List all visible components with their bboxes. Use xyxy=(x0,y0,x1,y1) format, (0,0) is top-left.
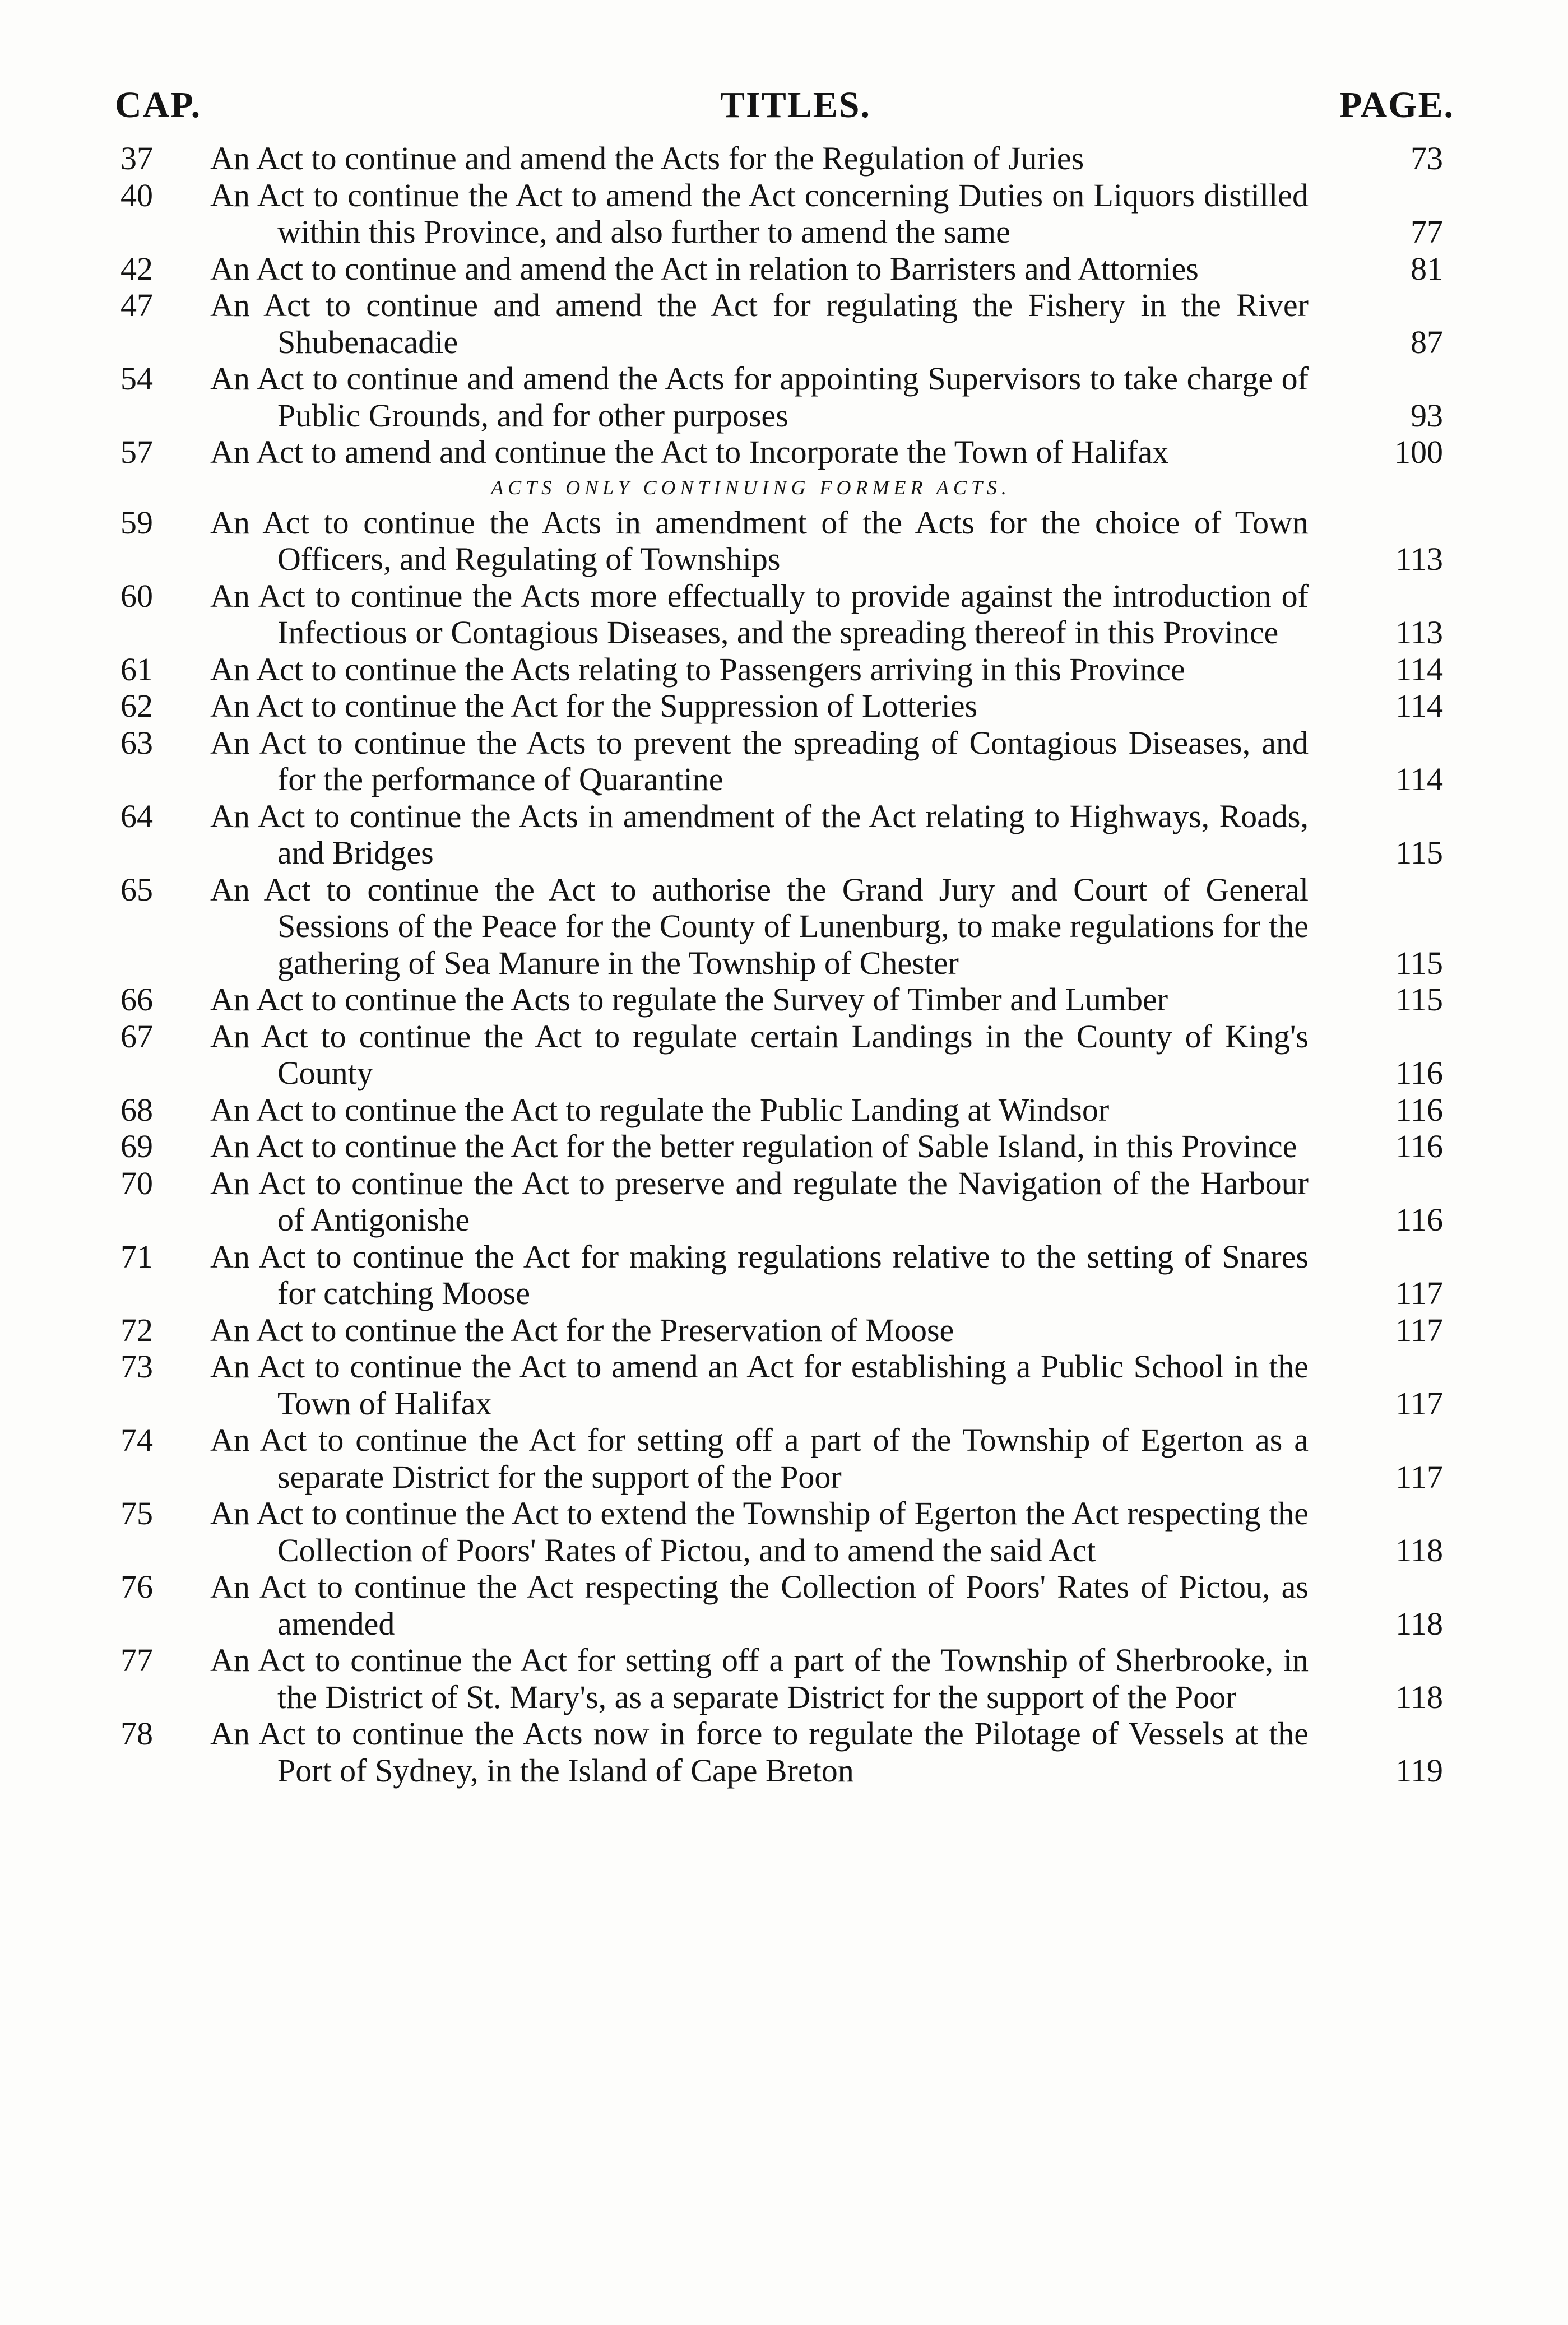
chapter-number: 77 xyxy=(120,1642,153,1678)
act-entry xyxy=(115,1642,1454,1715)
page-number: 116 xyxy=(1395,1055,1443,1091)
act-title: An Act to amend and continue the Act to Incorporate the Town of Halifax xyxy=(210,434,1169,470)
page-number: 73 xyxy=(1411,140,1443,177)
page-number: 118 xyxy=(1395,1605,1443,1642)
page-number: 116 xyxy=(1395,1128,1443,1164)
act-title: An Act to continue the Act for making regulations relative to the setting of Snares for catching Moose xyxy=(210,1238,1309,1311)
cap-column-heading: CAP. xyxy=(115,85,202,126)
chapter-number: 65 xyxy=(120,871,153,908)
chapter-number: 60 xyxy=(120,577,153,614)
act-entry xyxy=(115,1092,1454,1129)
act-title: An Act to continue the Acts in amendment of the Act relating to Highways, Roads, and Bridges xyxy=(210,797,1309,871)
chapter-number: 75 xyxy=(120,1495,153,1532)
act-entry xyxy=(115,871,1454,982)
chapter-number: 47 xyxy=(120,287,153,323)
act-title: An Act to continue the Act to authorise the Grand Jury and Court of General Sessions of the Peace for the County of Lunenburg, to make regulations for the gathering of Sea Manure in the Township of Chester xyxy=(210,871,1309,981)
act-title: An Act to continue the Act to amend the Act concerning Duties on Liquors distilled within this Province, and also further to amend the same xyxy=(210,177,1309,250)
act-entry xyxy=(115,1312,1454,1349)
page-number: 87 xyxy=(1411,323,1443,360)
chapter-number: 37 xyxy=(120,140,153,177)
act-entry xyxy=(115,1422,1454,1495)
act-entry xyxy=(115,1018,1454,1092)
page-number: 114 xyxy=(1395,761,1443,797)
page-number: 100 xyxy=(1394,434,1443,470)
chapter-number: 63 xyxy=(120,724,153,761)
chapter-number: 69 xyxy=(120,1128,153,1164)
chapter-number: 64 xyxy=(120,797,153,834)
act-title: An Act to continue and amend the Act for regulating the Fishery in the River Shubenacadie xyxy=(210,287,1309,360)
chapter-number: 57 xyxy=(120,434,153,470)
act-title: An Act to continue and amend the Acts for the Regulation of Juries xyxy=(210,140,1084,177)
act-title: An Act to continue the Act to preserve and regulate the Navigation of the Harbour of Antigonishe xyxy=(210,1164,1309,1238)
act-entry xyxy=(115,1568,1454,1642)
page-number: 118 xyxy=(1395,1678,1443,1715)
page-number: 113 xyxy=(1395,541,1443,577)
chapter-number: 40 xyxy=(120,177,153,214)
contents-page xyxy=(115,84,1454,1789)
act-entry xyxy=(115,1238,1454,1312)
page-number: 93 xyxy=(1411,397,1443,434)
act-entry xyxy=(115,1715,1454,1789)
act-title: An Act to continue the Acts in amendment of the Acts for the choice of Town Officers, and Regulating of Townships xyxy=(210,504,1309,577)
act-entry xyxy=(115,725,1454,798)
page-number: 113 xyxy=(1395,614,1443,651)
titles-column-heading: TITLES. xyxy=(720,85,871,126)
act-title: An Act to continue the Act for the Preservation of Moose xyxy=(210,1311,954,1348)
act-entry xyxy=(115,578,1454,651)
chapter-number: 66 xyxy=(120,981,153,1018)
page-number: 114 xyxy=(1395,651,1443,688)
act-title: An Act to continue the Acts more effectually to provide against the introduction of Infectious or Contagious Diseases, and the spreading thereof in this Province xyxy=(210,577,1309,651)
chapter-number: 68 xyxy=(120,1091,153,1128)
act-title: An Act to continue the Act to extend the Township of Egerton the Act respecting the Collection of Poors' Rates of Pictou, and to amend the said Act xyxy=(210,1495,1309,1568)
act-title: An Act to continue the Act for setting off a part of the Township of Sherbrooke, in the District of St. Mary's, as a separate District for the support of the Poor xyxy=(210,1642,1309,1715)
page-number: 117 xyxy=(1395,1311,1443,1348)
act-title: An Act to continue and amend the Acts for appointing Supervisors to take charge of Public Grounds, and for other purposes xyxy=(210,360,1309,434)
act-entry xyxy=(115,287,1454,360)
act-entry xyxy=(115,250,1454,287)
acts-list-continuing xyxy=(115,504,1454,1789)
act-title: An Act to continue the Acts now in force to regulate the Pilotage of Vessels at the Port of Sydney, in the Island of Cape Breton xyxy=(210,1715,1309,1789)
page-number: 115 xyxy=(1395,834,1443,871)
page-number: 117 xyxy=(1395,1458,1443,1495)
column-header xyxy=(115,84,1454,140)
chapter-number: 72 xyxy=(120,1311,153,1348)
page-number: 117 xyxy=(1395,1275,1443,1311)
act-entry xyxy=(115,140,1454,177)
section-heading: ACTS ONLY CONTINUING FORMER ACTS. xyxy=(491,476,1011,499)
act-title: An Act to continue the Act for the better regulation of Sable Island, in this Province xyxy=(210,1128,1297,1164)
act-entry xyxy=(115,798,1454,871)
acts-list-amending xyxy=(115,140,1454,471)
act-title: An Act to continue and amend the Act in relation to Barristers and Attornies xyxy=(210,250,1199,287)
chapter-number: 61 xyxy=(120,651,153,688)
act-title: An Act to continue the Acts relating to Passengers arriving in this Province xyxy=(210,651,1185,688)
act-entry xyxy=(115,360,1454,434)
page-number: 115 xyxy=(1395,981,1443,1018)
act-title: An Act to continue the Acts to prevent the spreading of Contagious Diseases, and for the performance of Quarantine xyxy=(210,724,1309,797)
chapter-number: 67 xyxy=(120,1018,153,1055)
act-entry xyxy=(115,434,1454,471)
act-entry xyxy=(115,504,1454,578)
page-number: 116 xyxy=(1395,1091,1443,1128)
page-number: 117 xyxy=(1395,1385,1443,1422)
page-number: 77 xyxy=(1411,214,1443,250)
act-entry xyxy=(115,1165,1454,1238)
act-title: An Act to continue the Act to amend an Act for establishing a Public School in the Town of Halifax xyxy=(210,1348,1309,1422)
act-entry xyxy=(115,1128,1454,1165)
page-number: 81 xyxy=(1411,250,1443,287)
chapter-number: 76 xyxy=(120,1568,153,1605)
chapter-number: 71 xyxy=(120,1238,153,1275)
act-entry xyxy=(115,177,1454,250)
act-title: An Act to continue the Act respecting the Collection of Poors' Rates of Pictou, as amended xyxy=(210,1568,1309,1642)
page-number: 114 xyxy=(1395,688,1443,724)
page-number: 119 xyxy=(1395,1752,1443,1789)
page-number: 115 xyxy=(1395,944,1443,981)
chapter-number: 78 xyxy=(120,1715,153,1752)
page-column-heading: PAGE. xyxy=(1339,85,1454,126)
act-title: An Act to continue the Act for the Suppression of Lotteries xyxy=(210,688,978,724)
chapter-number: 74 xyxy=(120,1422,153,1458)
act-entry xyxy=(115,1495,1454,1568)
act-title: An Act to continue the Act to regulate certain Landings in the County of King's County xyxy=(210,1018,1309,1091)
act-entry xyxy=(115,651,1454,688)
chapter-number: 62 xyxy=(120,688,153,724)
chapter-number: 70 xyxy=(120,1164,153,1201)
page-number: 116 xyxy=(1395,1201,1443,1238)
act-entry xyxy=(115,981,1454,1018)
chapter-number: 59 xyxy=(120,504,153,541)
act-title: An Act to continue the Acts to regulate the Survey of Timber and Lumber xyxy=(210,981,1168,1018)
act-title: An Act to continue the Act for setting off a part of the Township of Egerton as a separate District for the support of the Poor xyxy=(210,1422,1309,1495)
chapter-number: 54 xyxy=(120,360,153,397)
act-title: An Act to continue the Act to regulate the Public Landing at Windsor xyxy=(210,1091,1110,1128)
act-entry xyxy=(115,1348,1454,1422)
chapter-number: 73 xyxy=(120,1348,153,1385)
page-number: 118 xyxy=(1395,1532,1443,1568)
act-entry xyxy=(115,688,1454,725)
chapter-number: 42 xyxy=(120,250,153,287)
